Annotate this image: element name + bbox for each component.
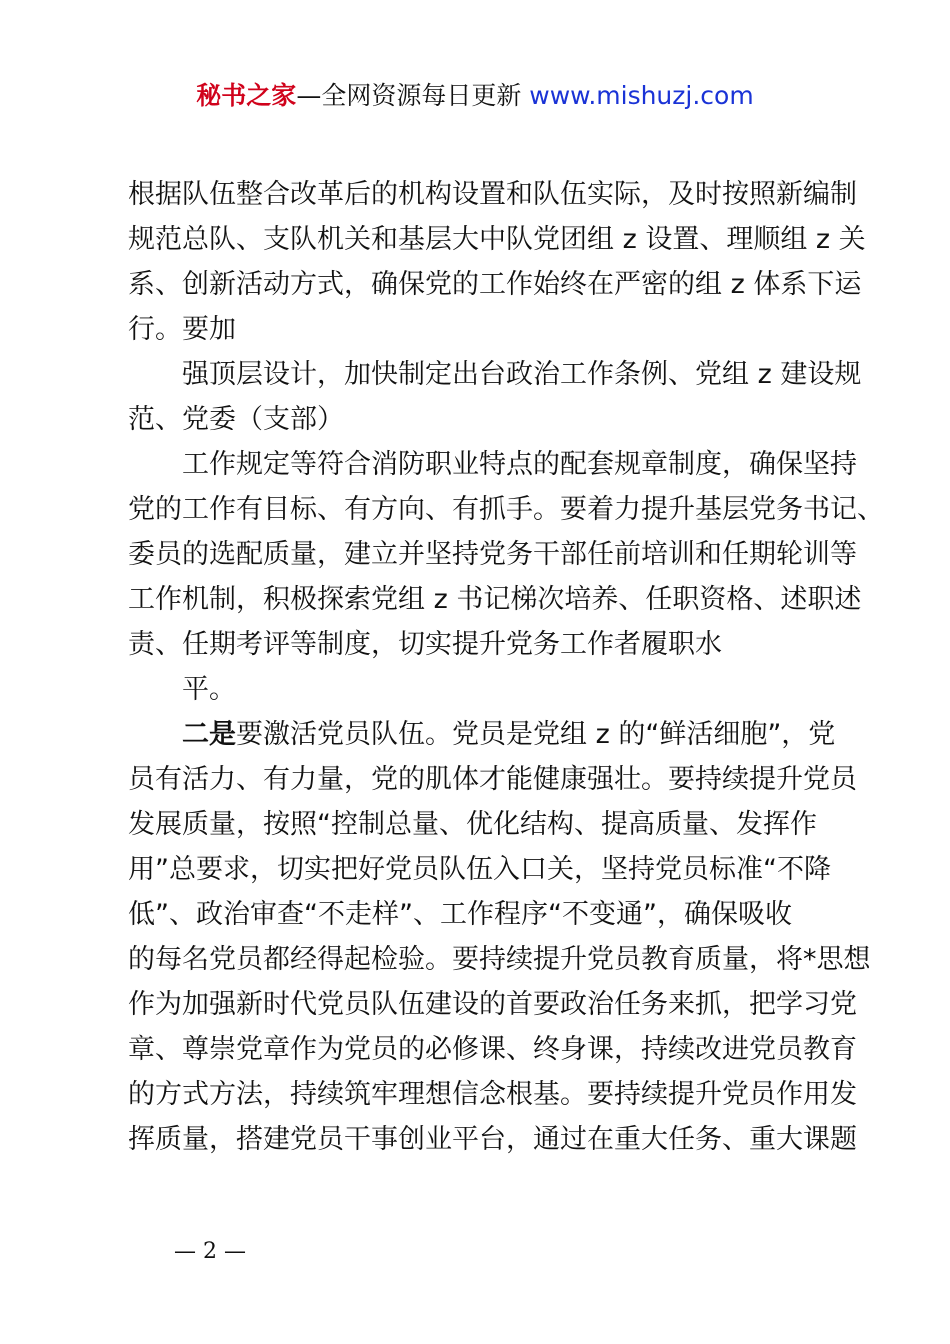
page-number: — 2 — (174, 1239, 246, 1264)
text-line: 工作机制，积极探索党组 z 书记梯次培养、任职资格、述职述 (128, 584, 862, 615)
text-line: 章、尊崇党章作为党员的必修课、终身课，持续改进党员教育 (128, 1034, 857, 1065)
text-line: 作为加强新时代党员队伍建设的首要政治任务来抓，把学习党 (128, 989, 857, 1020)
text-line: 用”总要求，切实把好党员队伍入口关，坚持党员标准“不降 (128, 854, 831, 885)
text-line: 委员的选配质量，建立并坚持党务干部任前培训和任期轮训等 (128, 539, 857, 570)
text-line: 的方式方法，持续筑牢理想信念根基。要持续提升党员作用发 (128, 1079, 857, 1110)
text-line: 工作规定等符合消防职业特点的配套规章制度，确保坚持 (182, 449, 857, 480)
text-line: 根据队伍整合改革后的机构设置和队伍实际，及时按照新编制 (128, 179, 857, 210)
text-line: 发展质量，按照“控制总量、优化结构、提高质量、发挥作 (128, 809, 817, 840)
header-tagline: —全网资源每日更新 (296, 81, 522, 110)
paragraph-lead: 二是 (182, 719, 236, 750)
text-line: 范、党委（支部） (128, 404, 344, 435)
text-line: 员有活力、有力量，党的肌体才能健康强壮。要持续提升党员 (128, 764, 857, 795)
document-body (128, 172, 884, 1162)
paragraph-first-line (128, 712, 848, 757)
text-line: 平。 (182, 674, 236, 705)
text-line: 低”、政治审查“不走样”、工作程序“不变通”，确保吸收 (128, 899, 792, 930)
text-line: 行。要加 (128, 314, 236, 345)
text-line: 挥质量，搭建党员干事创业平台，通过在重大任务、重大课题 (128, 1124, 857, 1155)
text-line: 党的工作有目标、有方向、有抓手。要着力提升基层党务书记、 (128, 494, 884, 525)
paragraph-lead-rest: 要激活党员队伍。党员是党组 z 的“鲜活细胞”，党 (236, 719, 836, 750)
text-line: 的每名党员都经得起检验。要持续提升党员教育质量，将*思想 (128, 944, 871, 975)
text-line: 强顶层设计，加快制定出台政治工作条例、党组 z 建设规 (182, 359, 862, 390)
website-link[interactable]: www.mishuzj.com (521, 81, 754, 110)
text-line: 规范总队、支队机关和基层大中队党团组 z 设置、理顺组 z 关 (128, 224, 866, 255)
site-header (0, 78, 950, 114)
text-line: 系、创新活动方式，确保党的工作始终在严密的组 z 体系下运 (128, 269, 862, 300)
brand-name: 秘书之家 (196, 81, 297, 110)
text-line: 责、任期考评等制度，切实提升党务工作者履职水 (128, 629, 722, 660)
